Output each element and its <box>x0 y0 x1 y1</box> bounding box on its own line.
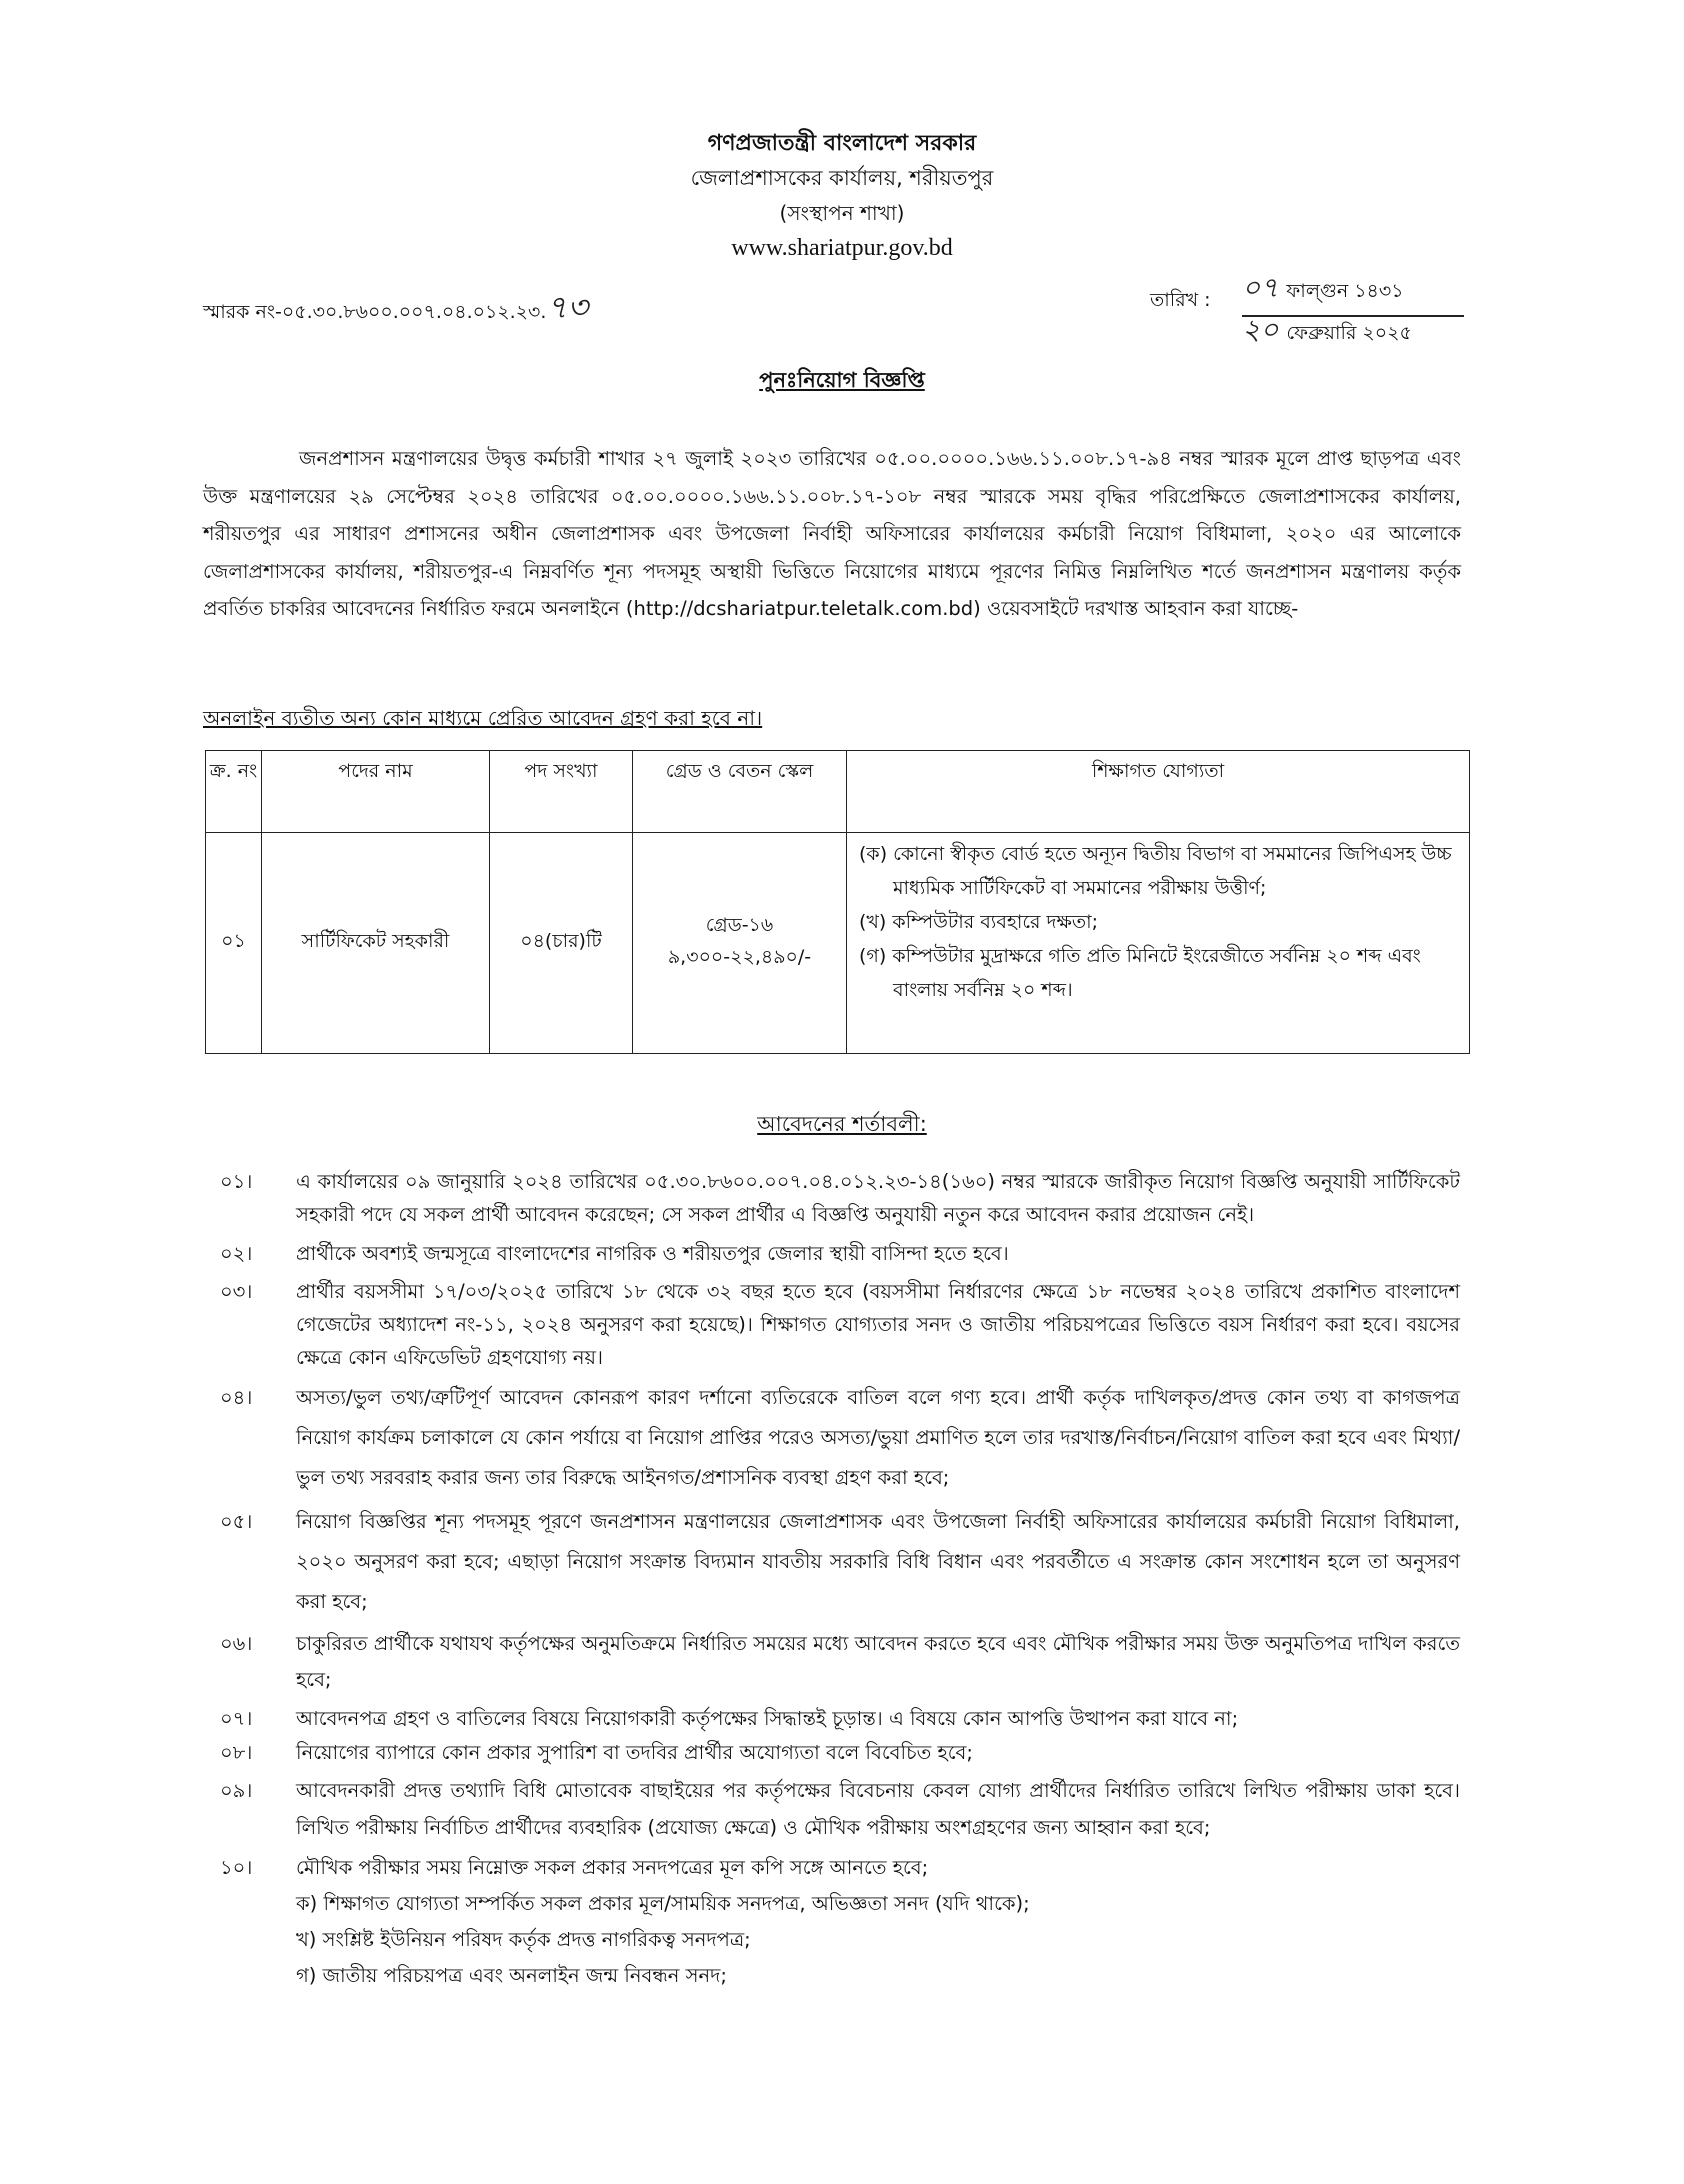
header-post-count: পদ সংখ্যা <box>490 751 633 833</box>
condition-item <box>220 1772 1460 1846</box>
condition-item <box>220 1502 1460 1622</box>
qualification-item: (ক) কোনো স্বীকৃত বোর্ড হতে অন্যূন দ্বিতীয় বিভাগ বা সমমানের জিপিএসহ উচ্চ মাধ্যমিক সার্টিফিকেট বা সমমানের পরীক্ষায় উত্তীর্ণ; <box>859 843 1452 899</box>
condition-item <box>220 1275 1460 1374</box>
government-name: গণপ্রজাতন্ত্রী বাংলাদেশ সরকার <box>707 131 977 156</box>
condition-number: ১০। <box>220 1856 253 1879</box>
date-label: তারিখ : <box>1150 289 1211 311</box>
condition-number: ০৯। <box>220 1779 253 1802</box>
condition-10-subitem: ক) শিক্ষাগত যোগ্যতা সম্পর্কিত সকল প্রকার মূল/সাময়িক সনদপত্র, অভিজ্ঞতা সনদ (যদি থাকে); <box>296 1892 1030 1915</box>
cell-grade-scale <box>633 833 847 1054</box>
conditions-title: আবেদনের শর্তাবলী: <box>757 1112 927 1136</box>
qualification-item: (খ) কম্পিউটার ব্যবহারে দক্ষতা; <box>859 911 1099 933</box>
condition-item <box>220 1378 1460 1498</box>
cell-serial: ০১ <box>206 833 262 1054</box>
english-month-year: ফেব্রুয়ারি ২০২৫ <box>1286 322 1412 344</box>
header-serial: ক্র. নং <box>206 751 262 833</box>
grade-text: গ্রেড-১৬ <box>705 914 774 936</box>
condition-text: প্রার্থীর বয়সসীমা ১৭/০৩/২০২৫ তারিখে ১৮ থেকে ৩২ বছর হতে হবে (বয়সসীমা নির্ধারণের ক্ষেত্রে ১৮ নভেম্বর ২০২৪ তারিখে প্রকাশিত বাংলাদেশ গেজেটের অধ্যাদেশ নং-১১, ২০২৪ অনুসরণ করা হয়েছে)। শিক্ষাগত যোগ্যতার সনদ ও জাতীয় পরিচয়পত্রের ভিত্তিতে বয়স নির্ধারণ করা হবে। বয়সের ক্ষেত্রে কোন এফিডেভিট গ্রহণযোগ্য নয়। <box>296 1280 1460 1369</box>
office-name: জেলাপ্রশাসকের কার্যালয়, শরীয়তপুর <box>690 166 994 190</box>
condition-number: ০৭। <box>220 1707 253 1730</box>
condition-number: ০১। <box>220 1170 253 1193</box>
condition-item <box>220 1626 1460 1698</box>
cell-post-count: ০৪(চার)টি <box>490 833 633 1054</box>
letterhead <box>0 126 1684 266</box>
cell-qualification <box>847 833 1470 1054</box>
condition-number: ০৩। <box>220 1280 253 1303</box>
condition-item <box>220 1736 1460 1770</box>
condition-number: ০৬। <box>220 1632 253 1655</box>
website-link[interactable]: www.shariatpur.gov.bd <box>731 235 953 261</box>
memo-number <box>203 282 588 336</box>
qualification-item: (গ) কম্পিউটার মুদ্রাক্ষরে গতি প্রতি মিনিটে ইংরেজীতে সর্বনিম্ন ২০ শব্দ এবং বাংলায় সর্বনিম্ন ২০ শব্দ। <box>859 945 1421 1001</box>
condition-item <box>220 1237 1460 1270</box>
condition-text: এ কার্যালয়ের ০৯ জানুয়ারি ২০২৪ তারিখের ০৫.৩০.৮৬০০.০০৭.০৪.০১২.২৩-১৪(১৬০) নম্বর স্মারকে জারীকৃত নিয়োগ বিজ্ঞপ্তি অনুযায়ী সার্টিফিকেট সহকারী পদে যে সকল প্রার্থী আবেদন করেছেন; সে সকল প্রার্থীর এ বিজ্ঞপ্তি অনুযায়ী নতুন করে আবেদন করার প্রয়োজন নেই। <box>296 1170 1460 1226</box>
memo-handwritten-suffix: ৭৩ <box>546 288 589 326</box>
condition-text: অসত্য/ভুল তথ্য/ত্রুটিপূর্ণ আবেদন কোনরূপ কারণ দর্শানো ব্যতিরেকে বাতিল বলে গণ্য হবে। প্রার্থী কর্তৃক দাখিলকৃত/প্রদত্ত কোন তথ্য বা কাগজপত্র নিয়োগ কার্যক্রম চলাকালে যে কোন পর্যায়ে বা নিয়োগ প্রাপ্তির পরেও অসত্য/ভুয়া প্রমাণিত হলে তার দরখাস্ত/নির্বাচন/নিয়োগ বাতিল করা হবে এবং মিথ্যা/ভুল তথ্য সরবরাহ করার জন্য তার বিরুদ্ধে আইনগত/প্রশাসনিক ব্যবস্থা গ্রহণ করা হবে; <box>296 1386 1461 1489</box>
header-qualification: শিক্ষাগত যোগ্যতা <box>847 751 1470 833</box>
header-post-name: পদের নাম <box>262 751 490 833</box>
conditions-list <box>220 1165 1460 1994</box>
online-only-note: অনলাইন ব্যতীত অন্য কোন মাধ্যমে প্রেরিত আবেদন গ্রহণ করা হবে না। <box>203 706 763 730</box>
condition-number: ০৪। <box>220 1386 253 1409</box>
date-block <box>1150 266 1470 346</box>
english-day-handwritten: ২০ <box>1242 313 1279 346</box>
condition-text: চাকুরিরত প্রার্থীকে যথাযথ কর্তৃপক্ষের অনুমতিক্রমে নির্ধারিত সময়ের মধ্যে আবেদন করতে হবে এবং মৌখিক পরীক্ষার সময় উক্ত অনুমতিপত্র দাখিল করতে হবে; <box>296 1632 1460 1691</box>
pay-scale-text: ৯,৩০০-২২,৪৯০/- <box>667 946 812 968</box>
branch-name: (সংস্থাপন শাখা) <box>779 201 905 225</box>
condition-number: ০৫। <box>220 1510 253 1533</box>
condition-number: ০৮। <box>220 1741 253 1764</box>
table-header-row <box>206 751 1470 833</box>
intro-paragraph: জনপ্রশাসন মন্ত্রণালয়ের উদ্বৃত্ত কর্মচারী শাখার ২৭ জুলাই ২০২৩ তারিখের ০৫.০০.০০০০.১৬৬.১১.০০৮.১৭-৯৪ নম্বর স্মারক মূলে প্রাপ্ত ছাড়পত্র এবং উক্ত মন্ত্রণালয়ের ২৯ সেপ্টেম্বর ২০২৪ তারিখের ০৫.০০.০০০০.১৬৬.১১.০০৮.১৭-১০৮ নম্বর স্মারকে সময় বৃদ্ধির পরিপ্রেক্ষিতে জেলাপ্রশাসকের কার্যালয়, শরীয়তপুর এর সাধারণ প্রশাসনের অধীন জেলাপ্রশাসক এবং উপজেলা নির্বাহী অফিসারের কার্যালয়ের কর্মচারী নিয়োগ বিধিমালা, ২০২০ এর আলোকে জেলাপ্রশাসকের কার্যালয়, শরীয়তপুর-এ নিম্নবর্ণিত শূন্য পদসমূহ অস্থায়ী ভিত্তিতে নিয়োগের মাধ্যমে পূরণের নিমিত্ত নিম্নলিখিত শর্তে জনপ্রশাসন মন্ত্রণালয় কর্তৃক প্রবর্তিত চাকরির আবেদনের নির্ধারিত ফরমে অনলাইনে (http://dcshariatpur.teletalk.com.bd) ওয়েবসাইটে দরখাস্ত আহবান করা যাচ্ছে- <box>203 447 1461 620</box>
header-grade-scale: গ্রেড ও বেতন স্কেল <box>633 751 847 833</box>
condition-10-text: মৌখিক পরীক্ষার সময় নিম্নোক্ত সকল প্রকার সনদপত্রের মূল কপি সঙ্গে আনতে হবে; <box>296 1856 929 1879</box>
bangla-month-year: ফাল্গুন ১৪৩১ <box>1286 280 1404 302</box>
condition-item <box>220 1702 1460 1736</box>
condition-item <box>220 1850 1460 1994</box>
condition-text <box>296 1850 1460 1994</box>
condition-number: ০২। <box>220 1242 253 1265</box>
memo-number-text: স্মারক নং-০৫.৩০.৮৬০০.০০৭.০৪.০১২.২৩. <box>203 301 547 323</box>
bangla-day-handwritten: ০৭ <box>1242 271 1279 304</box>
condition-text: আবেদনপত্র গ্রহণ ও বাতিলের বিষয়ে নিয়োগকারী কর্তৃপক্ষের সিদ্ধান্তই চূড়ান্ত। এ বিষয়ে কোন আপত্তি উত্থাপন করা যাবে না; <box>296 1707 1239 1730</box>
condition-item <box>220 1165 1460 1231</box>
condition-text: প্রার্থীকে অবশ্যই জন্মসূত্রে বাংলাদেশের নাগরিক ও শরীয়তপুর জেলার স্থায়ী বাসিন্দা হতে হবে। <box>296 1242 1009 1265</box>
cell-post-name: সার্টিফিকেট সহকারী <box>262 833 490 1054</box>
condition-10-subitem: খ) সংশ্লিষ্ট ইউনিয়ন পরিষদ কর্তৃক প্রদত্ত নাগরিকত্ব সনদপত্র; <box>296 1928 751 1951</box>
condition-text: নিয়োগের ব্যাপারে কোন প্রকার সুপারিশ বা তদবির প্রার্থীর অযোগ্যতা বলে বিবেচিত হবে; <box>296 1741 973 1764</box>
table-row <box>206 833 1470 1054</box>
english-date <box>1242 308 1464 355</box>
condition-text: আবেদনকারী প্রদত্ত তথ্যাদি বিধি মোতাবেক বাছাইয়ের পর কর্তৃপক্ষের বিবেচনায় কেবল যোগ্য প্রার্থীদের নির্ধারিত তারিখে লিখিত পরীক্ষায় ডাকা হবে। লিখিত পরীক্ষায় নির্বাচিত প্রার্থীদের ব্যবহারিক (প্রযোজ্য ক্ষেত্রে) ও মৌখিক পরীক্ষায় অংশগ্রহণের জন্য আহ্বান করা হবে; <box>296 1779 1460 1839</box>
vacancy-table <box>205 750 1470 1054</box>
condition-10-subitem: গ) জাতীয় পরিচয়পত্র এবং অনলাইন জন্ম নিবন্ধন সনদ; <box>296 1964 727 1987</box>
notice-title: পুনঃনিয়োগ বিজ্ঞপ্তি <box>759 368 925 392</box>
condition-text: নিয়োগ বিজ্ঞপ্তির শূন্য পদসমূহ পূরণে জনপ্রশাসন মন্ত্রণালয়ের জেলাপ্রশাসক এবং উপজেলা নির্বাহী অফিসারের কার্যালয়ের কর্মচারী নিয়োগ বিধিমালা, ২০২০ অনুসরণ করা হবে; এছাড়া নিয়োগ সংক্রান্ত বিদ্যমান যাবতীয় সরকারি বিধি বিধান এবং পরবর্তীতে এ সংক্রান্ত কোন সংশোধন হলে তা অনুসরণ করা হবে; <box>296 1510 1460 1613</box>
